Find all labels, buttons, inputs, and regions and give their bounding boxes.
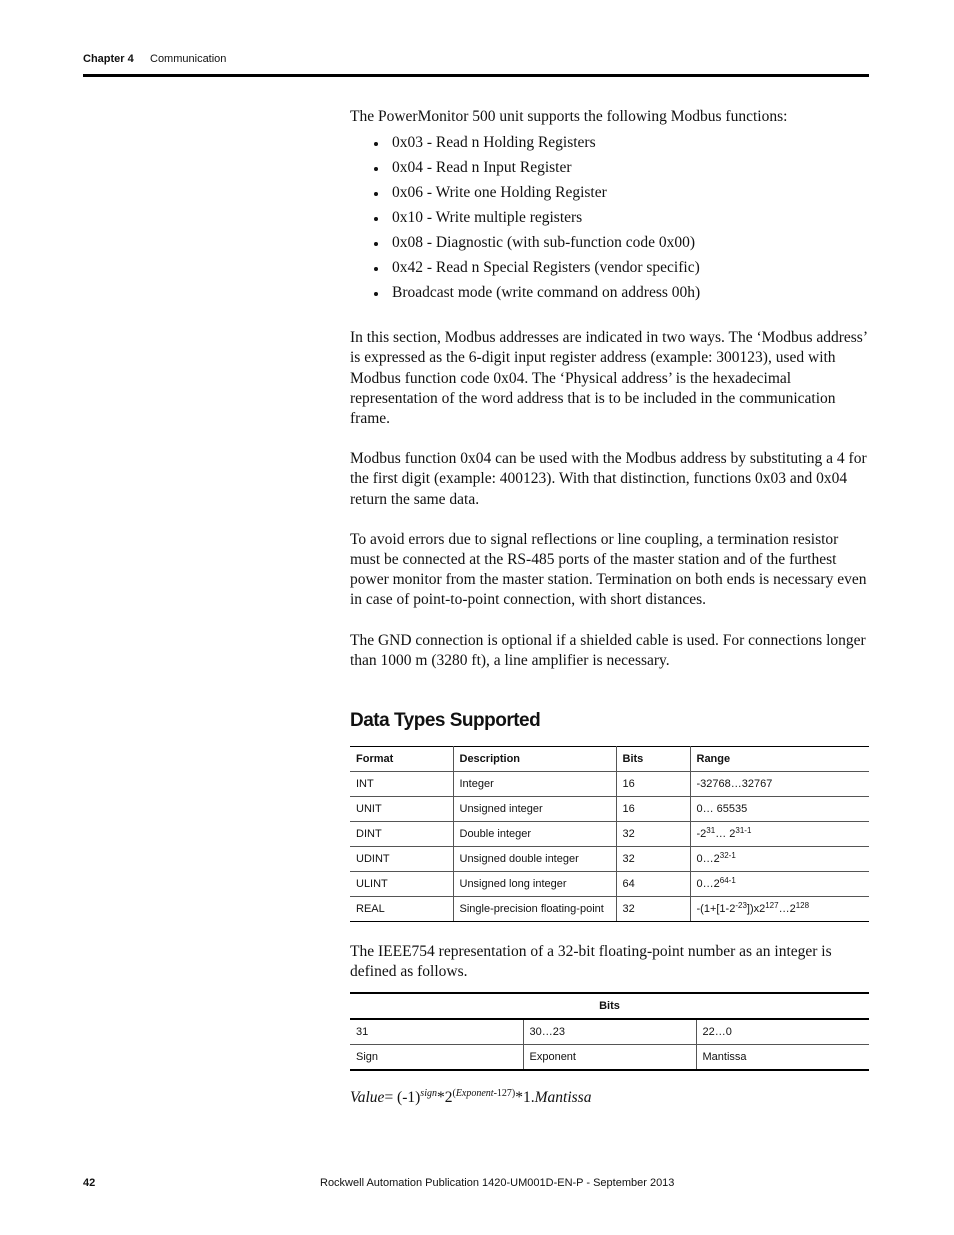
cell-description: Single-precision floating-point [453,897,616,922]
cell-range: $-(1+[1-2^{-23}])x2^{127}\dots 2^{128}$ [690,897,869,922]
section-label: Communication [150,53,227,65]
table-row [350,1019,869,1045]
page-header [83,53,869,65]
cell-bit-range: 22…0 [696,1019,869,1045]
table-row [350,872,869,897]
cell-bit-range: 30…23 [523,1019,696,1045]
header-bits: Bits [616,747,690,772]
chapter-label: Chapter 4 [83,53,134,65]
header-range: Range [690,747,869,772]
cell-bits: 32 [616,897,690,922]
cell-range: 0… 65535 [690,797,869,822]
cell-bits: 32 [616,847,690,872]
table-row [350,847,869,872]
cell-bits: 32 [616,822,690,847]
cell-bits: 16 [616,797,690,822]
table-row [350,822,869,847]
table-row [350,1045,869,1071]
cell-description: Double integer [453,822,616,847]
cell-range: 0…2$^{64-1}$ [690,872,869,897]
header-description: Description [453,747,616,772]
table-row [350,797,869,822]
cell-format: DINT [350,822,453,847]
ieee-paragraph: The IEEE754 representation of a 32-bit floating-point number as an integer is defined as follows. [350,943,832,981]
cell-bit-range: 31 [350,1019,523,1045]
header-rule [83,74,869,77]
cell-format: ULINT [350,872,453,897]
publication-info: Rockwell Automation Publication 1420-UM001D-EN-P - September 2013 [320,1177,675,1189]
list-item: 0x08 - Diagnostic (with sub-function code 0x00) [350,233,869,258]
value-formula: Value= $(-1)^{sign}*2^{(Exponent-127)}*1.Mantissa$ [350,1088,592,1106]
table-header-row [350,993,869,1019]
paragraph-function-04: Modbus function 0x04 can be used with the Modbus address by substituting a 4 for the first digit (example: 400123). With that distinction, functions 0x03 and 0x04 return the same data. [350,450,867,508]
list-item: 0x10 - Write multiple registers [350,208,869,233]
cell-range: $-2^{31}\dots$ 2$^{31-1}$ [690,822,869,847]
cell-format: UNIT [350,797,453,822]
list-item: 0x06 - Write one Holding Register [350,183,869,208]
data-types-table [350,746,869,922]
cell-format: INT [350,772,453,797]
body-text [350,107,869,671]
list-item: 0x03 - Read n Holding Registers [350,133,869,158]
paragraph-gnd: The GND connection is optional if a shielded cable is used. For connections longer than 1000 m (3280 ft), a line amplifier is necessary. [350,631,866,669]
cell-format: UDINT [350,847,453,872]
header-bits: Bits [350,993,869,1019]
cell-description: Unsigned long integer [453,872,616,897]
table-row [350,772,869,797]
intro-paragraph: The PowerMonitor 500 unit supports the following Modbus functions: [350,108,788,125]
modbus-functions-list [350,133,869,308]
page-number: 42 [83,1177,96,1189]
cell-bits: 16 [616,772,690,797]
table-row [350,897,869,922]
cell-description: Integer [453,772,616,797]
cell-range: 0…2$^{32-1}$ [690,847,869,872]
section-title: Data Types Supported [350,710,541,731]
paragraph-addresses: In this section, Modbus addresses are indicated in two ways. The ‘Modbus address’ is expressed as the 6-digit input register address (example: 300123), used with Modbus function code 0x04. The ‘Physical address’ is the hexadecimal representation of the word address that is to be included in the communication frame. [350,329,867,428]
list-item: 0x04 - Read n Input Register [350,158,869,183]
cell-field-name: Exponent [523,1045,696,1071]
cell-description: Unsigned integer [453,797,616,822]
paragraph-termination: To avoid errors due to signal reflections or line coupling, a termination resistor must be connected at the RS-485 ports of the master station and of the furthest power monitor from the master station. Termination on both ends is necessary even in case of point-to-point connection, with short distances. [350,530,867,609]
list-item: 0x42 - Read n Special Registers (vendor specific) [350,258,869,283]
table-header-row [350,747,869,772]
list-item: Broadcast mode (write command on address 00h) [350,283,869,308]
cell-description: Unsigned double integer [453,847,616,872]
cell-field-name: Mantissa [696,1045,869,1071]
cell-format: REAL [350,897,453,922]
cell-range: -32768…32767 [690,772,869,797]
cell-field-name: Sign [350,1045,523,1071]
header-format: Format [350,747,453,772]
bits-table [350,992,869,1071]
cell-bits: 64 [616,872,690,897]
